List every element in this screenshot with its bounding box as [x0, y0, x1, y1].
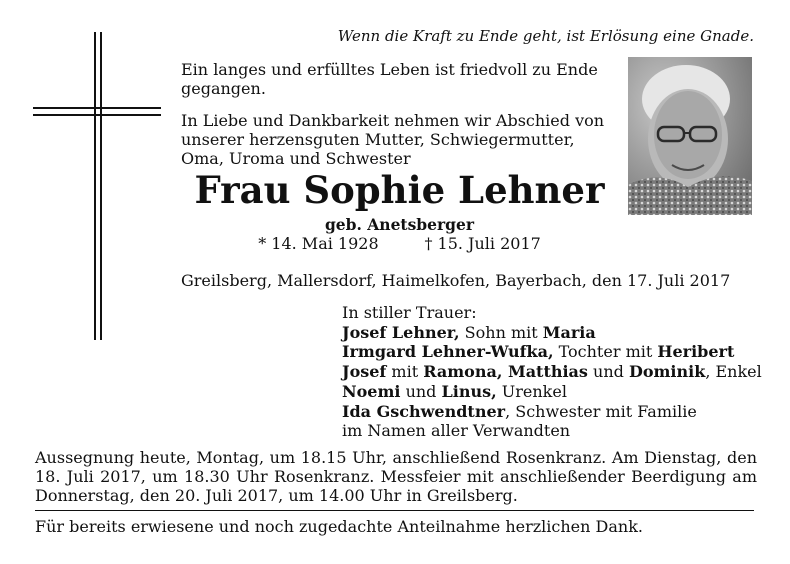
birth-name: geb. Anetsberger — [324, 215, 475, 234]
mourner-relation: Urenkel — [496, 381, 567, 401]
intro-paragraph: In Liebe und Dankbarkeit nehmen wir Abschied von unserer herzensguten Mutter, Schwiegermutter, Oma, Uroma und Schwester — [181, 111, 605, 168]
mourner-relation: Sohn mit — [459, 322, 543, 342]
portrait-photo — [628, 57, 752, 215]
divider-line — [35, 510, 754, 511]
mourner-relation: und — [587, 362, 629, 382]
mourner-name: Josef — [342, 362, 387, 382]
cross-vertical-line — [94, 32, 96, 340]
cross-horizontal-line — [33, 107, 161, 109]
portrait-image — [628, 57, 752, 215]
cross-vertical-line — [100, 32, 102, 340]
motto-quote: Wenn die Kraft zu Ende geht, ist Erlösung eine Gnade. — [337, 27, 754, 45]
mourner-line — [342, 362, 762, 382]
thanks-line: Für bereits erwiesene und noch zugedachte Anteilnahme herzlichen Dank. — [35, 517, 643, 536]
mourner-relation: , Schwester mit Familie — [505, 401, 697, 421]
mourner-relation: , Enkel — [705, 362, 762, 382]
intro-text — [181, 60, 618, 181]
mourner-line — [342, 402, 762, 422]
mourner-relation: mit — [386, 362, 424, 382]
mourner-line — [342, 382, 762, 402]
death-date: † 15. Juli 2017 — [424, 234, 541, 253]
mourner-relation: und — [400, 381, 442, 401]
mourner-name: Linus, — [441, 381, 497, 401]
cross-horizontal-line — [33, 114, 161, 116]
mourner-name: Maria — [542, 322, 596, 342]
funeral-details: Aussegnung heute, Montag, um 18.15 Uhr, anschließend Rosenkranz. Am Dienstag, den 18. Juli 2017, um 18.30 Uhr Rosenkranz. Messfeier mit anschließender Beerdigung am Donnerstag, den 20. Juli 2017, um 14.00 Uhr in Greilsberg. — [35, 448, 757, 505]
place-and-date: Greilsberg, Mallersdorf, Haimelkofen, Bayerbach, den 17. Juli 2017 — [181, 271, 731, 290]
mourner-line — [342, 342, 762, 362]
mourner-relation: Tochter mit — [553, 342, 658, 362]
mourner-name: Noemi — [342, 381, 401, 401]
mourner-relation: im Namen aller Verwandten — [342, 421, 571, 441]
mourner-name: Irmgard Lehner-Wufka, — [342, 342, 554, 362]
mourner-lines — [342, 323, 762, 441]
intro-paragraph: Ein langes und erfülltes Leben ist friedvoll zu Ende gegangen. — [181, 60, 598, 98]
latin-cross-icon — [33, 32, 161, 340]
birth-date: * 14. Mai 1928 — [258, 234, 379, 253]
mourner-line — [342, 323, 762, 343]
mourner-name: Heribert — [657, 342, 735, 362]
mourner-name: Ida Gschwendtner — [342, 401, 506, 421]
mourner-name: Josef Lehner, — [342, 322, 460, 342]
deceased-name: Frau Sophie Lehner — [194, 168, 605, 212]
mourner-name: Ramona, Matthias — [423, 362, 588, 382]
life-dates — [181, 234, 618, 253]
mourner-line — [342, 421, 762, 441]
mourners-list — [342, 303, 762, 441]
mourners-heading: In stiller Trauer: — [342, 303, 477, 322]
mourner-name: Dominik — [628, 362, 706, 382]
